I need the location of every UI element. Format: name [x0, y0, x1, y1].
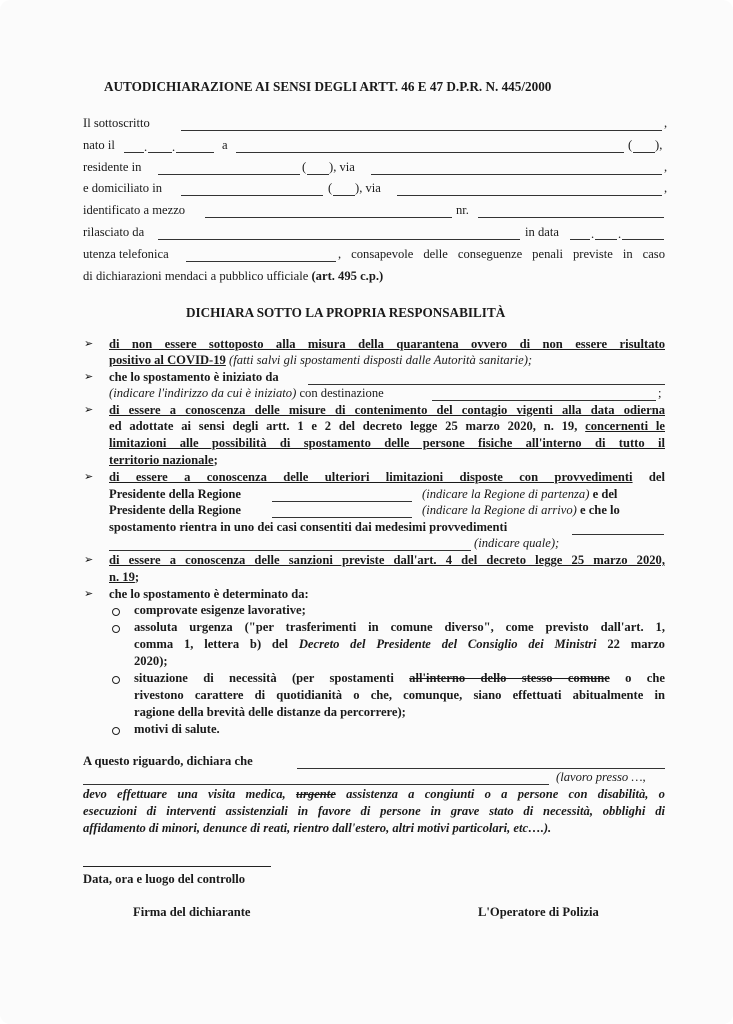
field-departure-region[interactable]	[272, 501, 412, 502]
paren-close: ),	[655, 138, 663, 152]
reason-urgency-cont: comma 1, lettera b) del Decreto del Presidente del Consiglio dei Ministri 22 marzo	[134, 637, 665, 651]
hint-provision: (indicare quale);	[474, 536, 560, 550]
circle-bullet-icon	[112, 625, 120, 633]
field-domicile-province[interactable]	[333, 195, 355, 196]
paren-open: (	[628, 138, 633, 152]
arrow-bullet-icon: ➢	[84, 588, 94, 600]
field-arrival-region[interactable]	[272, 517, 412, 518]
label-utenza: utenza telefonica	[83, 247, 169, 261]
arrow-bullet-icon: ➢	[84, 554, 94, 566]
paren-open: (	[328, 181, 333, 195]
field-birth-day[interactable]	[124, 152, 144, 153]
section-heading: DICHIARA SOTTO LA PROPRIA RESPONSABILITÀ	[186, 305, 506, 320]
reason-urgency: assoluta urgenza ("per trasferimenti in comune diverso", come previsto dall'art. 1,	[134, 620, 665, 634]
declaration-start-cont: (indicare l'indirizzo da cui è iniziato) con destinazione	[109, 386, 384, 400]
hint-lavoro: (lavoro presso …,	[556, 770, 646, 784]
field-domicile-city[interactable]	[181, 195, 323, 196]
paren-open: (	[302, 160, 307, 174]
comma: ,	[664, 116, 668, 130]
circle-bullet-icon	[112, 608, 120, 616]
field-destination[interactable]	[432, 400, 656, 401]
field-provision[interactable]	[572, 534, 664, 535]
label-in-data: in data	[525, 225, 559, 239]
comma: ,	[664, 181, 668, 195]
date-separator: .	[172, 140, 176, 154]
field-birth-place[interactable]	[236, 152, 624, 153]
hint-regione-arrivo: (indicare la Regione di arrivo) e che lo	[422, 503, 620, 517]
declaration-regional: di essere a conoscenza delle ulteriori limitazioni disposte con provvedimenti del	[109, 470, 665, 484]
reason-necessity-cont2: ragione della brevità delle distanze da percorrere);	[134, 705, 406, 719]
label-rilasciato: rilasciato da	[83, 225, 145, 239]
declaration-containment-cont: ed adottate ai sensi degli artt. 1 e 2 del decreto legge 25 marzo 2020, n. 19, concernenti le	[109, 419, 665, 433]
semicolon: ;	[658, 386, 662, 400]
label-controllo: Data, ora e luogo del controllo	[83, 872, 246, 886]
field-birth-year[interactable]	[176, 152, 214, 153]
arrow-bullet-icon: ➢	[84, 371, 94, 383]
declaration-start: che lo spostamento è iniziato da	[109, 370, 279, 384]
riguardo-examples: devo effettuare una visita medica, urgente assistenza a congiunti o a persone con disabilità, o	[83, 787, 665, 801]
circle-bullet-icon	[112, 727, 120, 735]
riguardo-examples-cont2: affidamento di minori, denunce di reati, rientro dall'estero, altri motivi particolari, etc….).	[83, 821, 552, 835]
arrow-bullet-icon: ➢	[84, 471, 94, 483]
label-nato-il: nato il	[83, 138, 115, 152]
reason-necessity-cont: rivestono carattere di quotidianità o che, comunque, siano effettuati abitualmente in	[134, 688, 665, 702]
field-issued-by[interactable]	[158, 239, 520, 240]
reason-necessity: situazione di necessità (per spostamenti all'interno dello stesso comune o che	[134, 671, 665, 685]
hint-regione-partenza: (indicare la Regione di partenza) e del	[422, 487, 618, 501]
declaration-quarantine: di non essere sottoposto alla misura della quarantena ovvero di non essere risultato	[109, 337, 665, 351]
text-mendaci: di dichiarazioni mendaci a pubblico ufficiale (art. 495 c.p.)	[83, 269, 384, 283]
reason-work: comprovate esigenze lavorative;	[134, 603, 306, 617]
label-nato-a: a	[222, 138, 228, 152]
label-regione-arrivo: Presidente della Regione	[109, 503, 241, 517]
field-issue-year[interactable]	[622, 239, 664, 240]
arrow-bullet-icon: ➢	[84, 338, 94, 350]
circle-bullet-icon	[112, 676, 120, 684]
date-separator: .	[591, 227, 595, 241]
label-via: ), via	[355, 181, 381, 195]
label-residente: residente in	[83, 160, 142, 174]
declaration-containment-cont2: limitazioni alle possibilità di spostamento delle persone fisiche all'interno di tutto il	[109, 436, 665, 450]
field-riguardo-cont[interactable]	[83, 784, 549, 785]
declaration-sanctions: di essere a conoscenza delle sanzioni previste dall'art. 4 del decreto legge 25 marzo 2020,	[109, 553, 665, 567]
label-firma-dichiarante: Firma del dichiarante	[133, 905, 251, 919]
document-title: AUTODICHIARAZIONE AI SENSI DEGLI ARTT. 46 E 47 D.P.R. N. 445/2000	[104, 79, 552, 94]
label-via: ), via	[329, 160, 355, 174]
control-line[interactable]	[83, 866, 271, 867]
declaration-quarantine-cont: positivo al COVID-19 (fatti salvi gli spostamenti disposti dalle Autorità sanitarie);	[109, 353, 533, 367]
declaration-regional-cont: spostamento rientra in uno dei casi consentiti dai medesimi provvedimenti	[109, 520, 508, 534]
declaration-containment: di essere a conoscenza delle misure di contenimento del contagio vigenti alla data odierna	[109, 403, 665, 417]
reason-health: motivi di salute.	[134, 722, 220, 736]
field-issue-month[interactable]	[595, 239, 617, 240]
field-phone[interactable]	[186, 261, 336, 262]
arrow-bullet-icon: ➢	[84, 404, 94, 416]
field-residence-province[interactable]	[307, 174, 329, 175]
reason-urgency-cont2: 2020);	[134, 654, 168, 668]
field-residence-city[interactable]	[158, 174, 300, 175]
field-birth-month[interactable]	[148, 152, 172, 153]
label-sottoscritto: Il sottoscritto	[83, 116, 150, 130]
date-separator: .	[618, 227, 622, 241]
field-sottoscritto[interactable]	[181, 130, 662, 131]
declaration-containment-cont3: territorio nazionale;	[109, 453, 218, 467]
field-residence-street[interactable]	[371, 174, 662, 175]
field-document-type[interactable]	[205, 217, 452, 218]
declaration-sanctions-cont: n. 19;	[109, 570, 140, 584]
field-domicile-street[interactable]	[397, 195, 662, 196]
field-start-address[interactable]	[308, 384, 665, 385]
comma: ,	[664, 160, 668, 174]
text-consapevole: , consapevole delle conseguenze penali previste in caso	[338, 247, 665, 261]
label-riguardo: A questo riguardo, dichiara che	[83, 754, 253, 768]
label-domiciliato: e domiciliato in	[83, 181, 163, 195]
declaration-reason: che lo spostamento è determinato da:	[109, 587, 309, 601]
riguardo-examples-cont: esecuzioni di interventi assistenziali in favore di persone in grave stato di necessità, obblighi di	[83, 804, 665, 818]
field-provision-cont[interactable]	[109, 550, 471, 551]
label-regione-partenza: Presidente della Regione	[109, 487, 241, 501]
field-birth-province[interactable]	[633, 152, 655, 153]
field-riguardo[interactable]	[297, 768, 665, 769]
label-operatore: L'Operatore di Polizia	[478, 905, 599, 919]
field-document-number[interactable]	[478, 217, 664, 218]
label-nr: nr.	[456, 203, 469, 217]
date-separator: .	[144, 140, 148, 154]
label-identificato: identificato a mezzo	[83, 203, 186, 217]
field-issue-day[interactable]	[570, 239, 590, 240]
